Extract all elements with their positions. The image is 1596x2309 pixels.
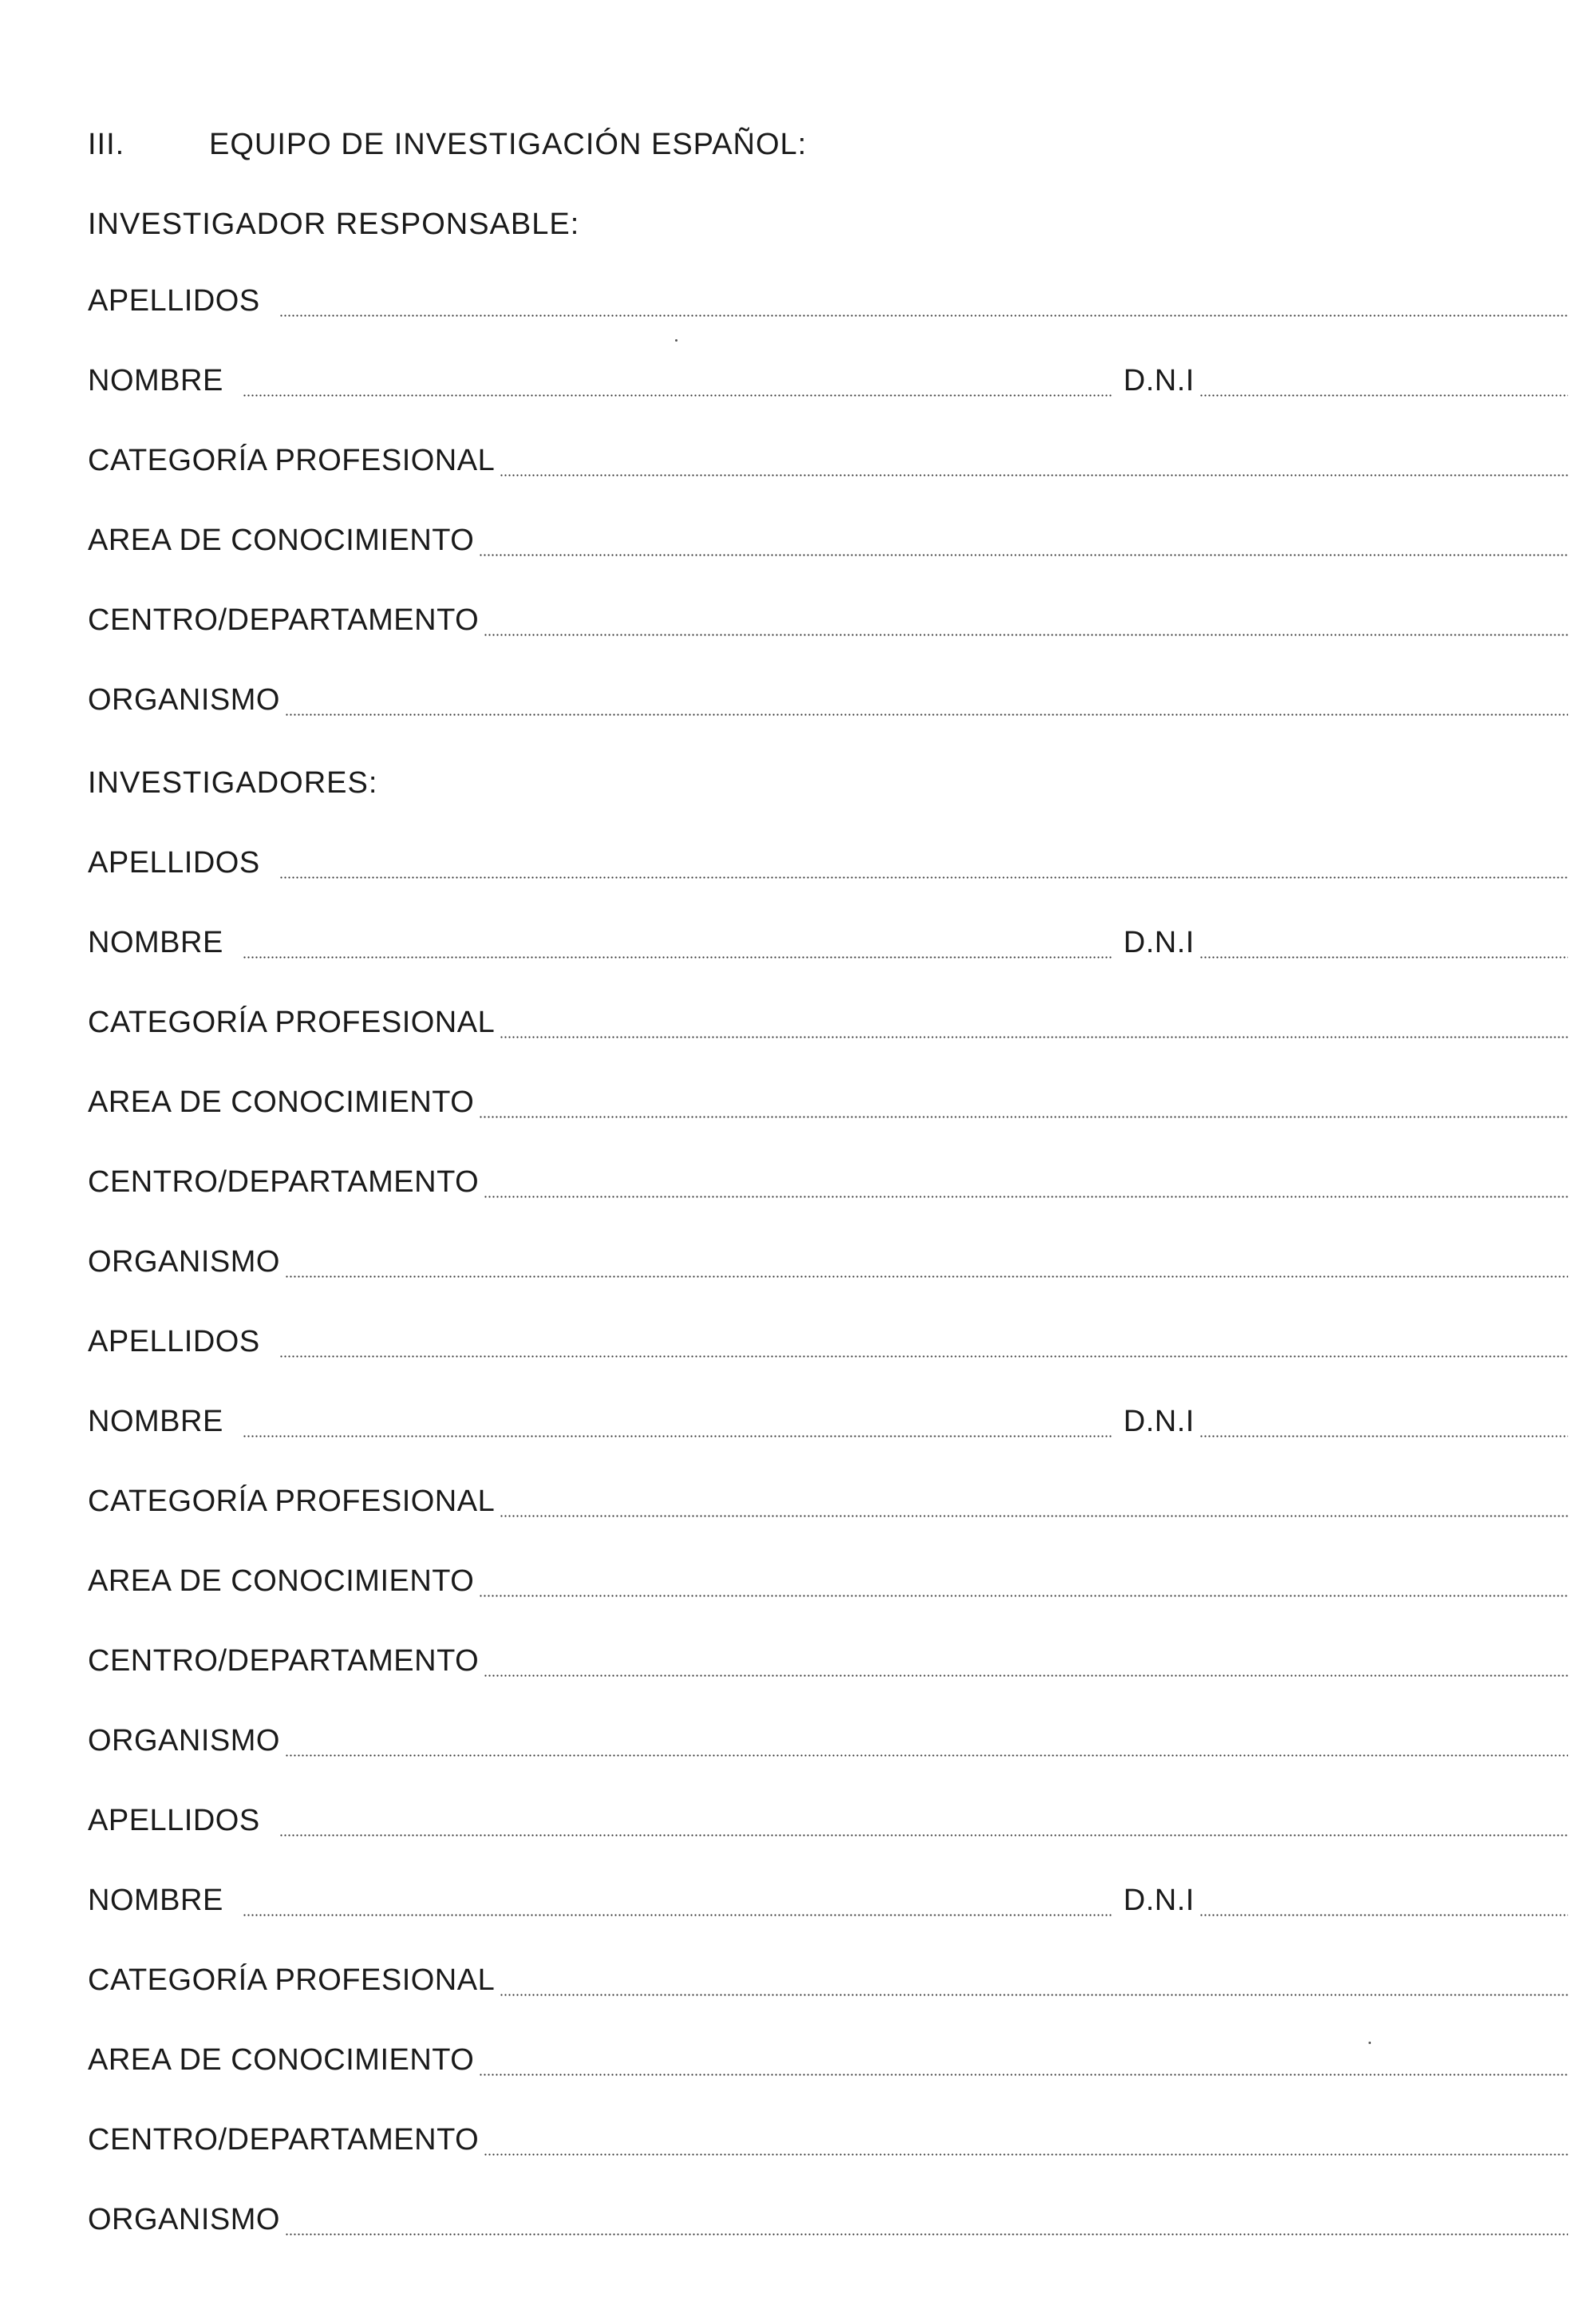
- field-label: AREA DE CONOCIMIENTO: [88, 1085, 475, 1119]
- field-label: CENTRO/DEPARTAMENTO: [88, 603, 480, 637]
- field-label: CATEGORÍA PROFESIONAL: [88, 1006, 496, 1039]
- organismo-input-line[interactable]: [285, 1754, 1568, 1757]
- dni-input-line[interactable]: [1199, 1435, 1568, 1437]
- investigadores-heading: INVESTIGADORES:: [88, 766, 378, 800]
- nombre-input-line[interactable]: [243, 1914, 1112, 1916]
- dni-input-line[interactable]: [1199, 1914, 1568, 1916]
- dni-input-line[interactable]: [1199, 956, 1568, 959]
- field-label: ORGANISMO: [88, 683, 280, 717]
- field-organismo: [88, 2203, 1568, 2243]
- field-categoria: [88, 444, 1568, 484]
- scan-speck: [1369, 2042, 1371, 2044]
- field-label: CATEGORÍA PROFESIONAL: [88, 444, 496, 477]
- field-apellidos: [88, 284, 1568, 324]
- dni-label: D.N.I: [1123, 1884, 1195, 1917]
- field-nombre: [88, 364, 1568, 404]
- field-organismo: [88, 1245, 1568, 1285]
- field-area: [88, 2043, 1568, 2083]
- field-centro: [88, 1165, 1568, 1205]
- organismo-input-line[interactable]: [285, 2233, 1568, 2236]
- field-area: [88, 524, 1568, 563]
- scan-speck: [675, 339, 678, 342]
- centro-input-line[interactable]: [484, 1674, 1568, 1677]
- section-heading: [88, 128, 807, 162]
- organismo-input-line[interactable]: [285, 1275, 1568, 1278]
- field-label: CATEGORÍA PROFESIONAL: [88, 1485, 496, 1518]
- organismo-input-line[interactable]: [285, 714, 1568, 716]
- field-organismo: [88, 1724, 1568, 1764]
- nombre-input-line[interactable]: [243, 394, 1112, 397]
- apellidos-input-line[interactable]: [279, 1355, 1568, 1358]
- field-label: NOMBRE: [88, 1405, 223, 1438]
- dni-label: D.N.I: [1123, 926, 1195, 959]
- area-input-line[interactable]: [479, 554, 1568, 556]
- field-categoria: [88, 1485, 1568, 1524]
- field-label: AREA DE CONOCIMIENTO: [88, 2043, 475, 2077]
- field-apellidos: [88, 846, 1568, 886]
- apellidos-input-line[interactable]: [279, 876, 1568, 879]
- field-label: APELLIDOS: [88, 1325, 260, 1358]
- field-label: APELLIDOS: [88, 846, 260, 880]
- field-label: ORGANISMO: [88, 1724, 280, 1757]
- field-label: CATEGORÍA PROFESIONAL: [88, 1963, 496, 1997]
- field-label: ORGANISMO: [88, 2203, 280, 2236]
- dni-input-line[interactable]: [1199, 394, 1568, 397]
- responsable-heading: INVESTIGADOR RESPONSABLE:: [88, 208, 580, 241]
- categoria-input-line[interactable]: [500, 1036, 1568, 1038]
- field-label: CENTRO/DEPARTAMENTO: [88, 1644, 480, 1678]
- field-area: [88, 1085, 1568, 1125]
- section-title: EQUIPO DE INVESTIGACIÓN ESPAÑOL:: [209, 128, 808, 161]
- field-label: APELLIDOS: [88, 1804, 260, 1837]
- nombre-input-line[interactable]: [243, 956, 1112, 959]
- field-label: NOMBRE: [88, 364, 223, 397]
- field-area: [88, 1564, 1568, 1604]
- field-label: AREA DE CONOCIMIENTO: [88, 1564, 475, 1598]
- field-centro: [88, 2123, 1568, 2163]
- area-input-line[interactable]: [479, 1116, 1568, 1118]
- field-categoria: [88, 1963, 1568, 2003]
- field-centro: [88, 603, 1568, 643]
- nombre-input-line[interactable]: [243, 1435, 1112, 1437]
- field-label: APELLIDOS: [88, 284, 260, 318]
- field-categoria: [88, 1006, 1568, 1046]
- field-apellidos: [88, 1325, 1568, 1365]
- field-nombre: [88, 926, 1568, 966]
- area-input-line[interactable]: [479, 2074, 1568, 2076]
- centro-input-line[interactable]: [484, 634, 1568, 636]
- field-label: NOMBRE: [88, 1884, 223, 1917]
- field-organismo: [88, 683, 1568, 723]
- field-centro: [88, 1644, 1568, 1684]
- field-label: ORGANISMO: [88, 1245, 280, 1279]
- categoria-input-line[interactable]: [500, 474, 1568, 476]
- centro-input-line[interactable]: [484, 2153, 1568, 2156]
- field-nombre: [88, 1405, 1568, 1445]
- field-nombre: [88, 1884, 1568, 1924]
- dni-label: D.N.I: [1123, 1405, 1195, 1438]
- categoria-input-line[interactable]: [500, 1994, 1568, 1996]
- field-label: CENTRO/DEPARTAMENTO: [88, 1165, 480, 1199]
- field-label: NOMBRE: [88, 926, 223, 959]
- categoria-input-line[interactable]: [500, 1515, 1568, 1517]
- centro-input-line[interactable]: [484, 1196, 1568, 1198]
- field-label: CENTRO/DEPARTAMENTO: [88, 2123, 480, 2157]
- field-apellidos: [88, 1804, 1568, 1844]
- area-input-line[interactable]: [479, 1595, 1568, 1597]
- dni-label: D.N.I: [1123, 364, 1195, 397]
- apellidos-input-line[interactable]: [279, 314, 1568, 317]
- field-label: AREA DE CONOCIMIENTO: [88, 524, 475, 557]
- apellidos-input-line[interactable]: [279, 1834, 1568, 1837]
- section-number: III.: [88, 128, 125, 161]
